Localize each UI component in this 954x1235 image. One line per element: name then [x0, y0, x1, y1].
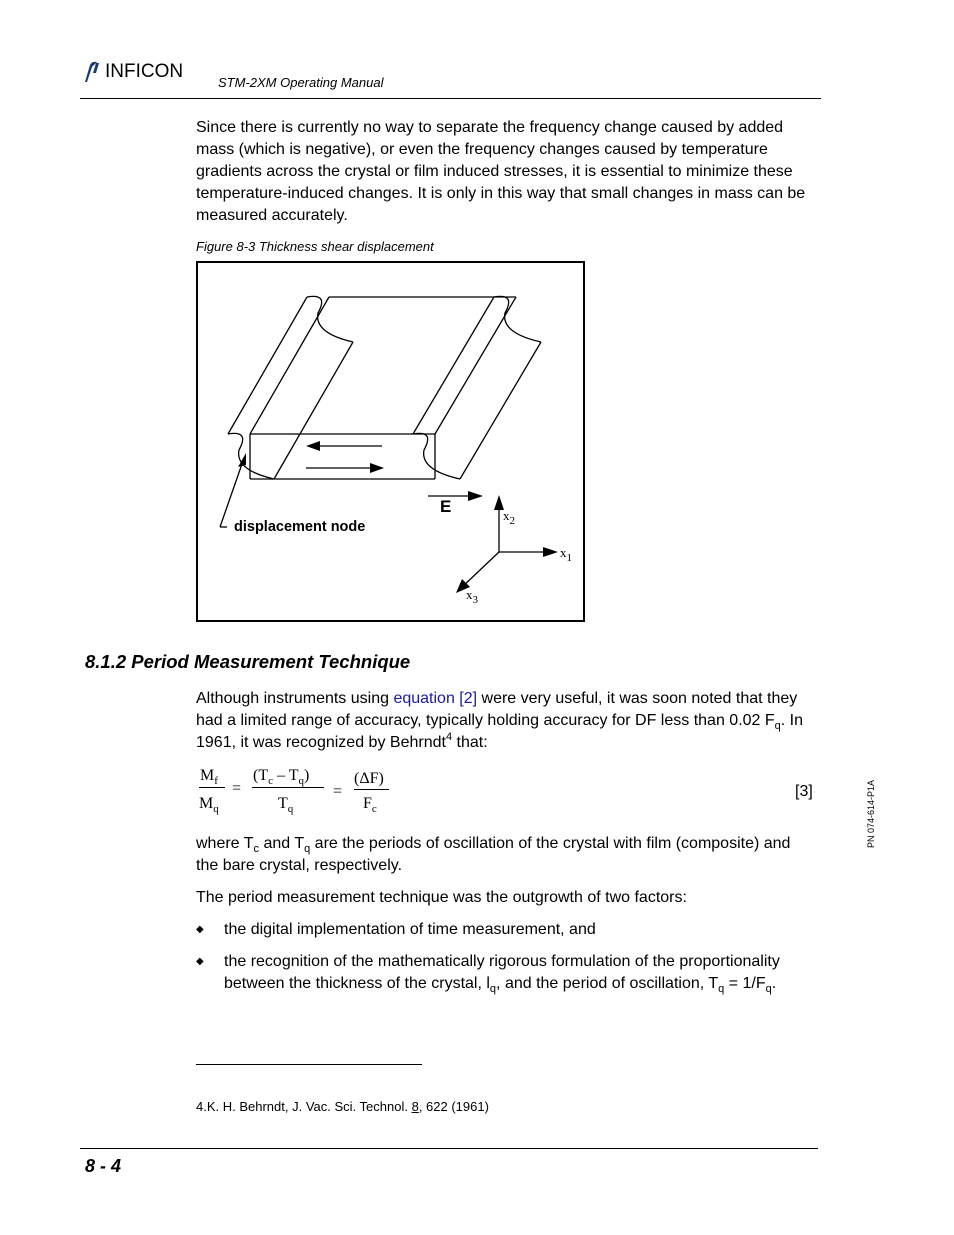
eq-fraction-bar-2	[252, 787, 324, 788]
eq-equals-1: =	[232, 780, 242, 797]
intro-paragraph: Since there is currently no way to separate the frequency change caused by added mass (which is negative), or even the frequency changes caused by temperature gradients across the crystal or film induced stresses, it is essential to minimize these temperature-induced changes. It is only in this way that small changes in mass can be measured accurately.	[196, 119, 806, 224]
eq-equals-2: =	[333, 783, 343, 800]
axis-x2-label: $x_2$	[503, 508, 515, 527]
eq-denominator-1: $M_q$	[199, 795, 219, 815]
displacement-node-label: displacement node	[234, 519, 366, 535]
logo-text: INFICON	[105, 61, 184, 82]
paragraph-periods: where $T_c$ and $T_q$ are the periods of oscillation of the crystal with film (composite) and the bare crystal, respectively.	[196, 835, 791, 874]
list-item: ◆ the digital implementation of time measurement, and	[196, 919, 816, 941]
thickness-shear-figure	[196, 261, 585, 622]
equation-3	[196, 765, 406, 823]
paragraph-behrndt: Although instruments using equation [2] were very useful, it was soon noted that they had a limited range of accuracy, typically holding accuracy for DF less than 0.02 $F_q$. In 1961, it was recognized by Behrndt$^4$ that:	[196, 690, 804, 751]
figure-caption: Figure 8-3 Thickness shear displacement	[196, 239, 434, 254]
inficon-logo	[82, 60, 183, 84]
eq-numerator-1: $M_f$	[200, 767, 218, 787]
bullet-diamond-icon: ◆	[196, 956, 204, 967]
inficon-logo-icon	[82, 61, 102, 83]
page-number: 8 - 4	[85, 1156, 122, 1176]
eq-denominator-2: $T_q$	[278, 795, 294, 815]
part-number-label: PN 074-614-P1A	[866, 779, 876, 848]
eq-fraction-bar-1	[199, 787, 225, 788]
eq-numerator-2: $(T_c - T_q)$	[253, 767, 310, 787]
eq-fraction-bar-3	[354, 789, 389, 790]
axis-x3-label: $x_3$	[466, 587, 478, 606]
bullet-diamond-icon: ◆	[196, 924, 204, 935]
footnote-rule	[196, 1064, 422, 1065]
e-field-label: E	[440, 497, 452, 516]
paragraph-factors: The period measurement technique was the outgrowth of two factors:	[196, 889, 687, 906]
section-heading: 8.1.2 Period Measurement Technique	[85, 651, 411, 672]
list-item: ◆ the recognition of the mathematically rigorous formulation of the proportionality between the thickness of the crystal, $l_q$, and the period of oscillation, $T_q = 1/F_q$.	[196, 953, 780, 995]
footnote: 4.K. H. Behrndt, J. Vac. Sci. Technol. 8, 622 (1961)	[196, 1099, 489, 1114]
eq-numerator-3: (ΔF)	[354, 770, 384, 787]
thickness-shear-diagram	[198, 263, 583, 620]
equation-2-link[interactable]: equation [2]	[393, 690, 478, 707]
eq-denominator-3: $F_c$	[363, 795, 377, 815]
axis-x1-label: $x_1$	[560, 545, 572, 564]
header-rule	[80, 98, 821, 99]
footer-rule	[80, 1148, 818, 1149]
equation-number: [3]	[795, 783, 813, 800]
document-title: STM-2XM Operating Manual	[218, 75, 384, 90]
